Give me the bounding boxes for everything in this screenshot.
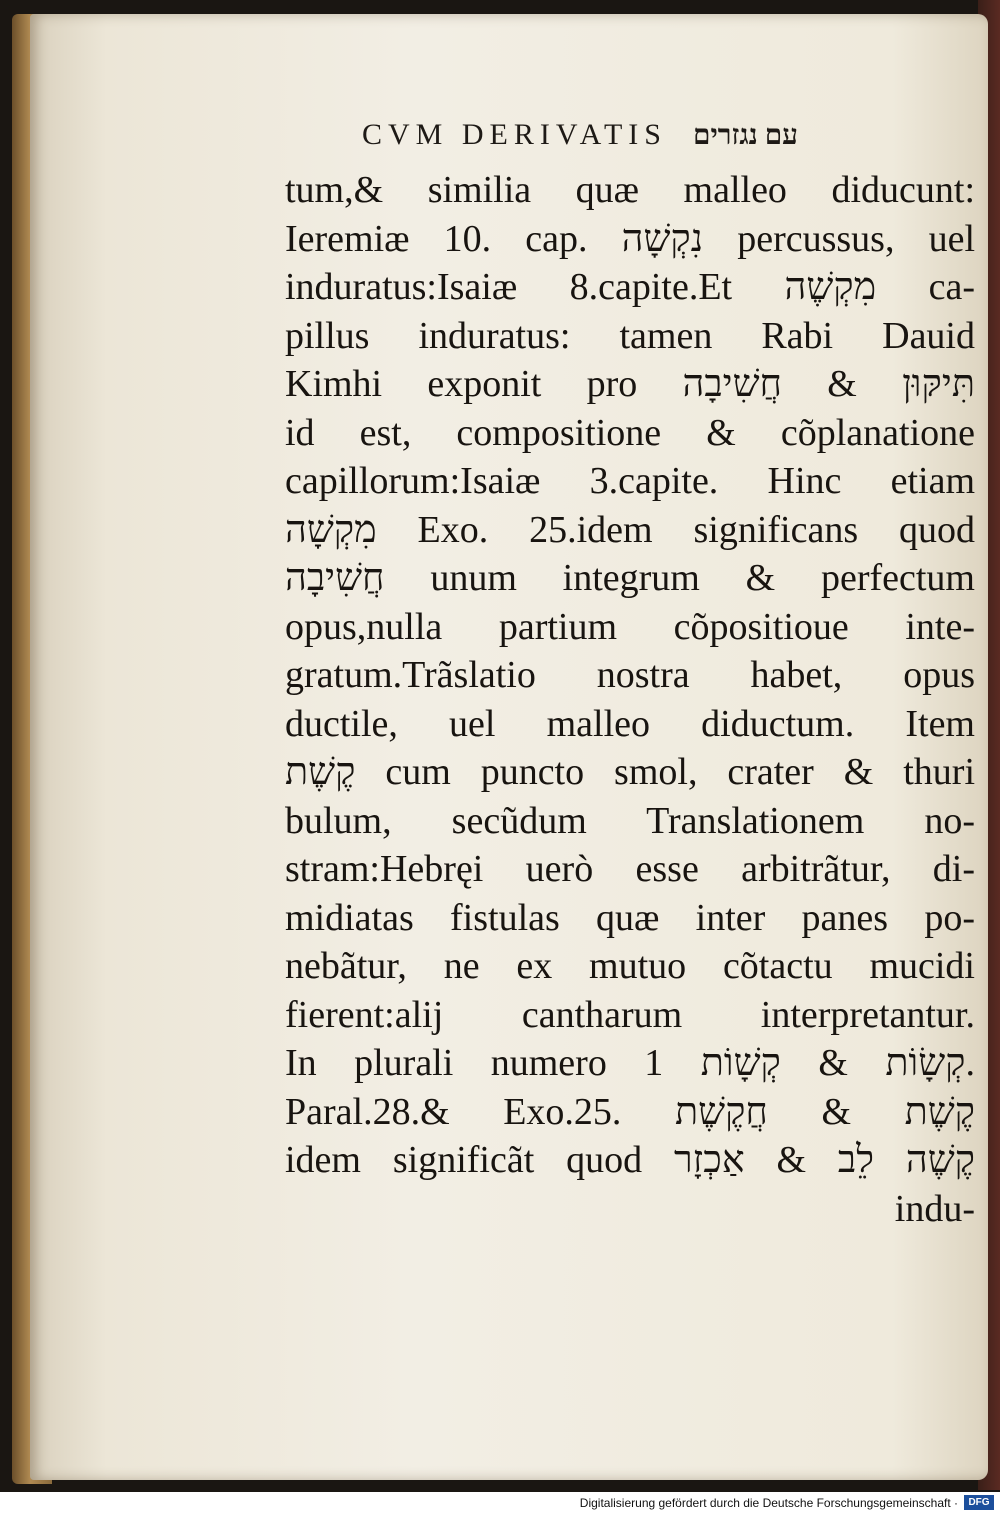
book-page bbox=[30, 14, 988, 1480]
catchword: indu- bbox=[894, 1187, 975, 1230]
text-line: In plurali numero קְשָׂוֹת & קְשָׁוֹת 1. bbox=[285, 1042, 975, 1084]
text-line: Paral.28.& Exo.25. קֶשֶׁת & חֲקֶשֶׁת bbox=[285, 1090, 975, 1133]
text-line: bulum, secũdum Translationem no- bbox=[285, 799, 975, 842]
text-line: nebãtur, ne ex mutuo cõtactu mucidi bbox=[285, 945, 975, 987]
text-line: tum,& similia quæ malleo diducunt: bbox=[285, 169, 975, 211]
text-line: Kimhi exponit pro תִּיקּוּן & חֲשִׁיבָה bbox=[285, 363, 975, 405]
body-text bbox=[285, 166, 975, 1233]
text-line: opus,nulla partium cõpositioue inte- bbox=[285, 605, 975, 648]
running-head bbox=[362, 118, 922, 152]
dfg-logo: DFG bbox=[964, 1495, 994, 1510]
text-line: id est, compositione & cõplanatione bbox=[285, 411, 975, 454]
text-line: induratus:Isaiæ 8.capite.Et מִקְשֶׁה ca- bbox=[285, 266, 975, 308]
text-line: stram:Hebręi uerò esse arbitrãtur, di- bbox=[285, 848, 975, 890]
running-head-latin: CVM DERIVATIS bbox=[362, 118, 667, 151]
text-line: idem significãt quod קֶשֶׁה לֵב & אַכְזָר bbox=[285, 1139, 975, 1181]
text-line: capillorum:Isaiæ 3.capite. Hinc etiam bbox=[285, 460, 975, 502]
digitization-footer bbox=[0, 1492, 1000, 1514]
running-head-hebrew: עם נגזרים bbox=[692, 120, 799, 151]
text-line: gratum.Trãslatio nostra habet, opus bbox=[285, 654, 975, 696]
text-line: pillus induratus: tamen Rabi Dauid bbox=[285, 314, 975, 357]
text-line: midiatas fistulas quæ inter panes po- bbox=[285, 896, 975, 939]
footer-credit: Digitalisierung gefördert durch die Deutsche Forschungsgemeinschaft · bbox=[579, 1496, 958, 1510]
text-line: מִקְשָׁה Exo. 25.idem significans quod bbox=[285, 508, 975, 551]
text-line: fierent:alij cantharum interpretantur. bbox=[285, 993, 975, 1036]
text-line: קֶשֶׁת cum puncto smol, crater & thuri bbox=[285, 751, 975, 793]
text-line: חֲשִׁיבָה unum integrum & perfectum bbox=[285, 557, 975, 599]
text-line: Ieremiæ 10. cap. נִקְשָׁה percussus, uel bbox=[285, 217, 975, 260]
text-line: ductile, uel malleo diductum. Item bbox=[285, 702, 975, 745]
